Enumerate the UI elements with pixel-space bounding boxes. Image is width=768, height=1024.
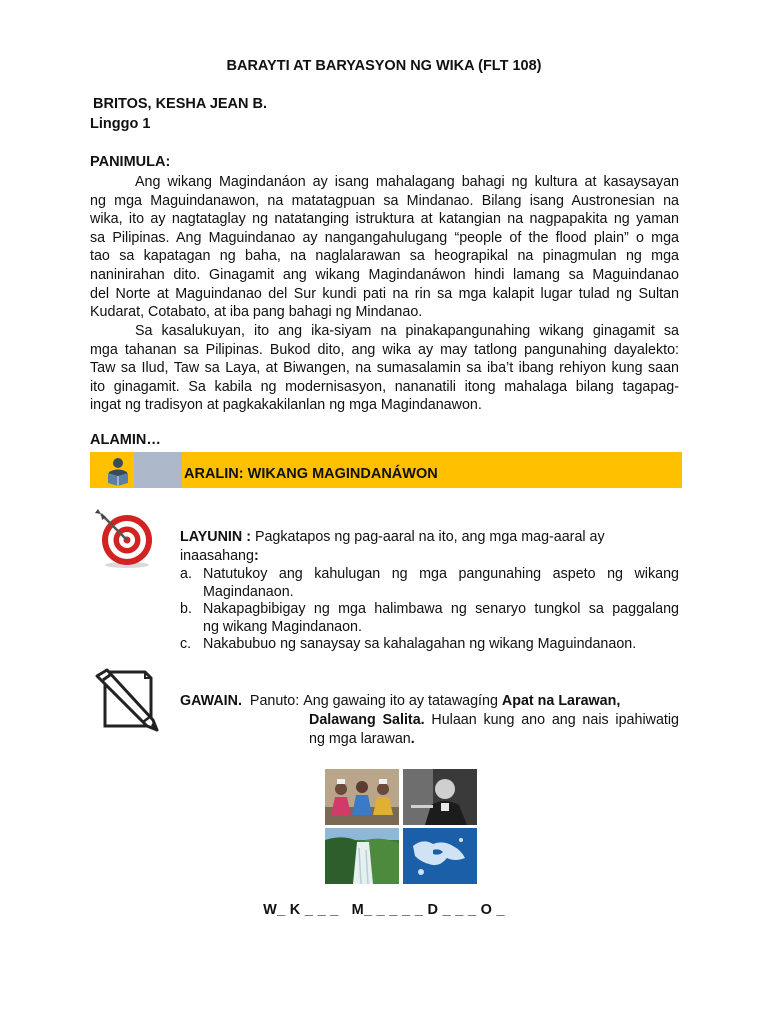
text-line: tao sa kapatagan ng baha, na naglalarawan sa heograpikal na pinagmulan ng mga: [90, 248, 679, 265]
text-line: ng wikang Magindanaon.: [203, 618, 362, 635]
panuto-label: Panuto:: [249, 693, 300, 709]
text-line: Natutukoy ang kahulugan ng mga pangunahing aspeto ng wikang: [203, 566, 679, 582]
reading-student-icon: [100, 452, 134, 488]
text-line: Magindanaon.: [203, 583, 294, 600]
text-line: Sa kasalukuyan, ito ang ika-siyam na pinakapangunahing wikang ginagamit sa: [135, 323, 679, 339]
text-line: Taw sa Ilud, Taw sa Laya, at Biwangen, na sumasalamin sa iba’t ibang rehiyon kung saan: [90, 360, 679, 377]
gawain-label: GAWAIN.: [180, 693, 242, 709]
people-in-traditional-clothing-photo: [325, 769, 399, 825]
text-line: Nakapagbibigay ng mga halimbawa ng senaryo tungkol sa paggalang: [203, 601, 679, 618]
historical-man-portrait-photo: [403, 769, 477, 825]
list-item: [180, 601, 679, 636]
gawain-instructions: [309, 711, 679, 748]
list-marker: a.: [180, 566, 192, 582]
panimula-paragraph-2: [90, 322, 679, 415]
four-pictures-grid: [325, 769, 477, 884]
student-name: BRITOS, KESHA JEAN B.: [93, 96, 268, 112]
text-line: wika, ito ay nagtataglay ng natatanging istruktura at katangian na nagpapakita ng yaman: [90, 211, 679, 228]
aralin-banner-accent: [134, 452, 182, 488]
alamin-heading: ALAMIN…: [90, 432, 161, 448]
gawain-text-2: Hulaan kung ano ang nais ipahiwatig: [424, 712, 679, 728]
mindanao-map-image: [403, 828, 477, 884]
text-line: sa Pilipinas. Ang Maguindanao ay nangangahulugang “people of the flood plain” o mga: [90, 229, 679, 246]
panimula-paragraph-1: [90, 173, 679, 322]
text-line: Kudarat, Cotabato, at iba pang bahagi ng Mindanao.: [90, 304, 423, 321]
text-line: [309, 730, 679, 749]
list-marker: b.: [180, 601, 192, 618]
text-line: Nakabubuo ng sanaysay sa kahalagahan ng wikang Maguindanaon.: [203, 636, 637, 653]
pencil-paper-icon: [95, 668, 163, 732]
text-line: [309, 711, 679, 730]
target-icon: [93, 504, 159, 570]
text-line: ng mga Maguindanawon, na matatagpuan sa Mindanao. Bilang isang Austronesian na: [90, 192, 679, 209]
text-line: naninirahan dito. Ginagamit ang wikang Magindanáwon hindi lamang sa Maguindanao: [90, 266, 679, 283]
document-title: BARAYTI AT BARYASYON NG WIKA (FLT 108): [226, 58, 542, 74]
text-line: Ang wikang Magindanáon ay isang mahalagang bahagi ng kultura at kasaysayan: [135, 174, 679, 190]
layunin-intro: [180, 528, 680, 565]
panimula-heading: PANIMULA:: [90, 154, 171, 170]
aralin-title: ARALIN: WIKANG MAGINDANÁWON: [184, 466, 438, 482]
gawain-first-line: [180, 692, 620, 711]
layunin-label: LAYUNIN :: [180, 529, 251, 545]
gawain-period: .: [410, 730, 415, 747]
gawain-text-3: ng mga larawan: [309, 730, 411, 747]
layunin-colon: :: [253, 547, 259, 564]
week-label: Linggo 1: [90, 116, 151, 132]
layunin-text-2: inaasahang: [180, 547, 254, 564]
puzzle-answer-blanks: W_ K _ _ _ M_ _ _ _ _ D _ _ _ O _: [263, 902, 505, 918]
list-marker: c.: [180, 636, 192, 653]
layunin-list: [180, 566, 679, 654]
gawain-bold-2: Dalawang Salita.: [309, 712, 425, 728]
text-line: mga tahanan sa Pilipinas. Bukod dito, ang wika ay may tatlong pangunahing dayalekto:: [90, 341, 679, 358]
text-line: del Norte at Maguindanao del Sur kundi pati na rin sa mga kalapit lugar tulad ng Sultan: [90, 285, 679, 302]
list-item: [180, 636, 679, 654]
layunin-text: Pagkatapos ng pag-aaral na ito, ang mga mag-aaral ay: [250, 529, 605, 545]
list-item: [180, 566, 679, 601]
text-line: ingat ng tradisyon at pagkakakilanlan ng mga Magindanawon.: [90, 397, 482, 414]
waterfall-landscape-photo: [325, 828, 399, 884]
text-line: ito ginagamit. Sa kabila ng modernisasyon, nananatili itong mahalaga bilang tagapag-: [90, 378, 679, 395]
gawain-text-1: Ang gawaing ito ay tatawagíng: [303, 693, 502, 709]
gawain-bold-1: Apat na Larawan,: [501, 693, 621, 709]
